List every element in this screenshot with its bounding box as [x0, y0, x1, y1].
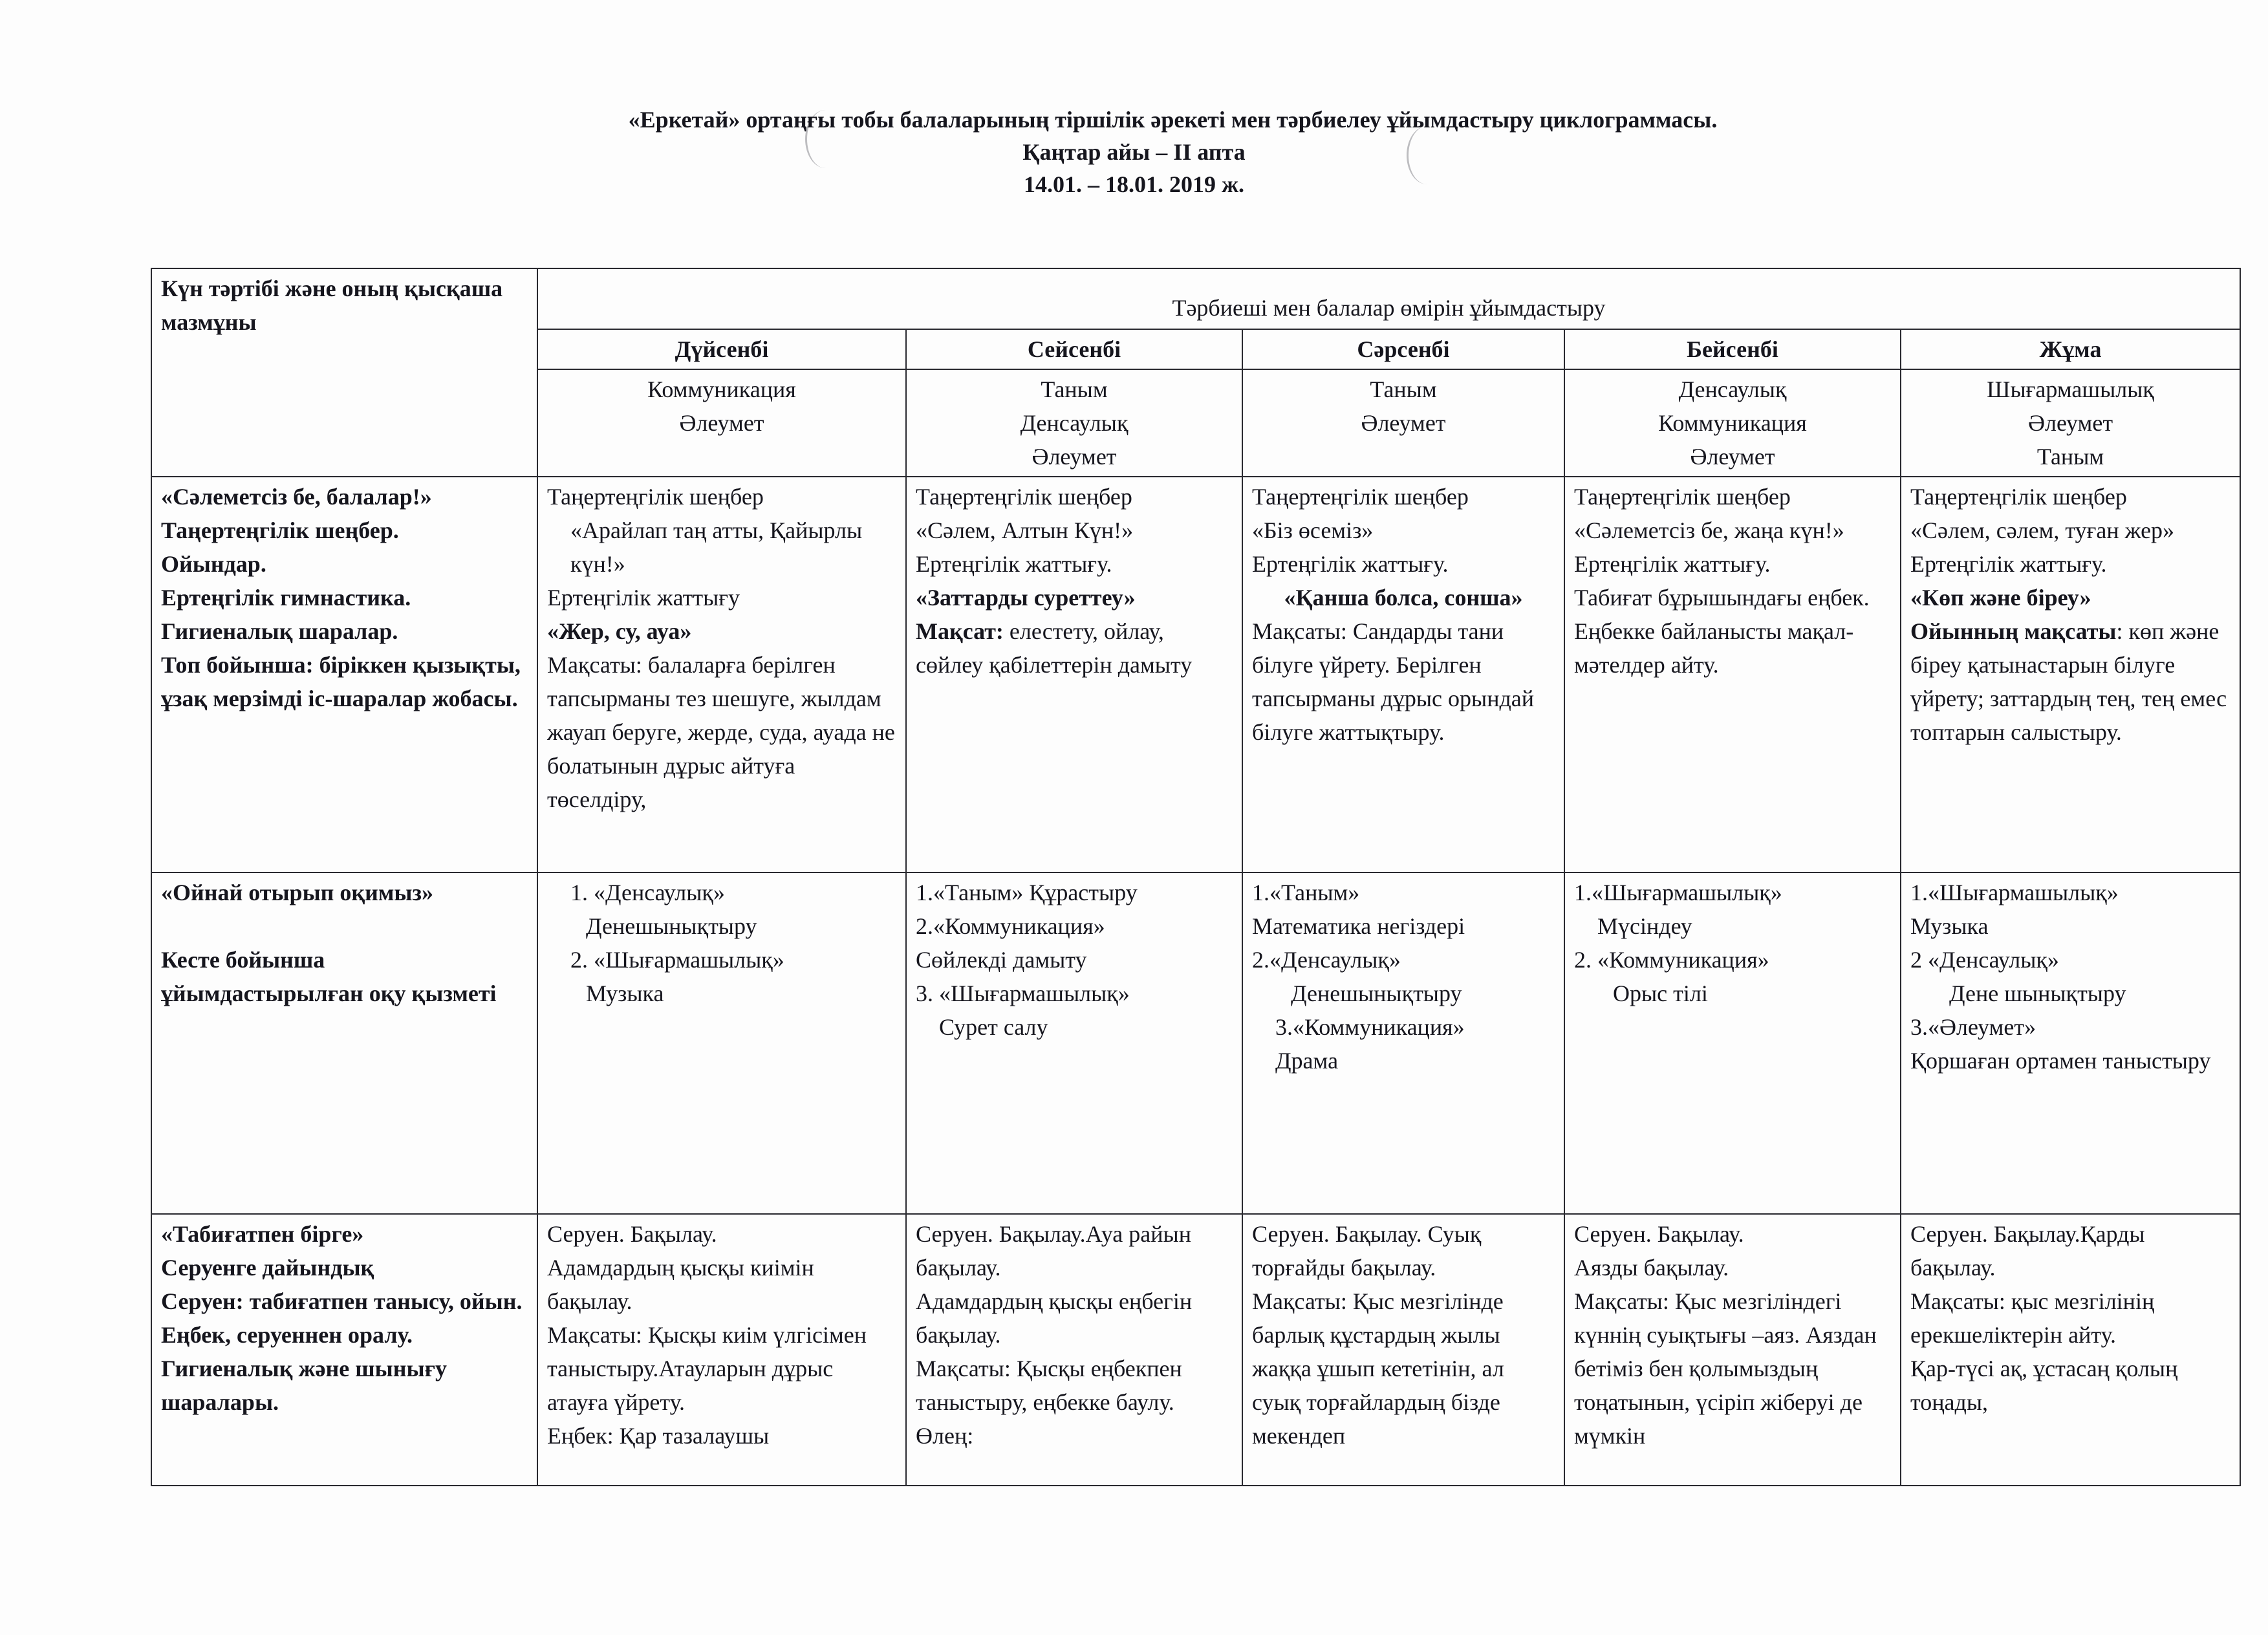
cell-line: «Сәлем, Алтын Күн!»	[916, 517, 1134, 543]
activity-title: «Қанша болса, сонша»	[1284, 585, 1523, 611]
cell-line: 2 «Денсаулық»	[1910, 947, 2059, 973]
area-label: Денсаулық	[1678, 376, 1787, 402]
row-head-line: Гигиеналық шаралар.	[161, 618, 398, 644]
goal-label: Мақсат:	[916, 618, 1004, 644]
table-row-lessons	[151, 872, 2240, 1214]
day-header-monday	[537, 329, 906, 369]
cell-line: Ертеңгілік жаттығу.	[916, 551, 1112, 577]
day-header-friday	[1901, 329, 2240, 369]
cell-walk-tuesday	[906, 1214, 1242, 1486]
table-row-morning	[151, 477, 2240, 872]
cell-line: Серуен. Бақылау. Суық торғайды бақылау.	[1252, 1221, 1482, 1281]
cell-line: 3.«Коммуникация»	[1275, 1014, 1465, 1040]
cell-line: 3.«Әлеумет»	[1910, 1014, 2036, 1040]
day-name: Жұма	[2039, 336, 2102, 362]
cell-line: Ертеңгілік жаттығу.	[1252, 551, 1449, 577]
span-header-cell	[537, 268, 2240, 329]
area-label: Таным	[1041, 376, 1108, 402]
corner-header-cell	[151, 268, 537, 477]
cell-line: Ертеңгілік жаттығу.	[1910, 551, 2107, 577]
activity-title: «Көп және біреу»	[1910, 585, 2091, 611]
cell-line: 2.«Денсаулық»	[1252, 947, 1401, 973]
area-label: Әлеумет	[1361, 410, 1446, 436]
cell-line: Музыка	[586, 980, 664, 1006]
cell-line: Таңертеңгілік шеңбер	[547, 484, 764, 510]
cell-walk-friday	[1901, 1214, 2240, 1486]
areas-cell-thursday	[1564, 369, 1901, 477]
table-header-row	[151, 268, 2240, 329]
cell-line: «Сәлеметсіз бе, жаңа күн!»	[1574, 517, 1844, 543]
cell-line: Таңертеңгілік шеңбер	[1574, 484, 1791, 510]
cell-line: Мақсаты: қыс мезгілінің ерекшеліктерін айту.	[1910, 1288, 2155, 1348]
cell-line: Математика негіздері	[1252, 913, 1465, 939]
cell-lessons-monday	[537, 872, 906, 1214]
cell-line: 2.«Коммуникация»	[916, 913, 1105, 939]
area-label: Таным	[2036, 444, 2104, 470]
cell-line: Ертеңгілік жаттығу	[547, 585, 740, 611]
cell-line: Адамдардың қысқы киімін бақылау.	[547, 1255, 814, 1314]
cell-line: 1.«Таным»	[1252, 880, 1360, 905]
area-label: Әлеумет	[2027, 410, 2113, 436]
cell-line: Сөйлекді дамыту	[916, 947, 1087, 973]
goal-label: Ойынның мақсаты	[1910, 618, 2117, 644]
row-head-line: Серуенге дайындық	[161, 1255, 374, 1281]
cell-lessons-friday	[1901, 872, 2240, 1214]
day-header-thursday	[1564, 329, 1901, 369]
cell-morning-thursday	[1564, 477, 1901, 872]
cell-morning-monday	[537, 477, 906, 872]
cell-line: Мақсаты: Қыс мезгілінде барлық құстардың жылы жаққа ұшып кететінін, ал суық торғайлардың бізде мекендеп	[1252, 1288, 1504, 1449]
corner-header-text: Күн тәртібі және оның қысқаша мазмұны	[161, 276, 503, 335]
cell-line: Серуен. Бақылау.Ауа райын бақылау.	[916, 1221, 1191, 1281]
cell-walk-thursday	[1564, 1214, 1901, 1486]
cell-line: Таңертеңгілік шеңбер	[1252, 484, 1469, 510]
cell-line: Аязды бақылау.	[1574, 1255, 1729, 1281]
day-name: Бейсенбі	[1687, 336, 1778, 362]
areas-cell-tuesday	[906, 369, 1242, 477]
areas-cell-wednesday	[1242, 369, 1564, 477]
document-subtitle-dates: 14.01. – 18.01. 2019 ж.	[1023, 171, 1245, 197]
cell-line: Адамдардың қысқы еңбегін бақылау.	[916, 1288, 1193, 1348]
cell-line: Қар-түсі ақ, ұстасаң қолың тоңады,	[1910, 1356, 2178, 1415]
row-head-line: «Табиғатпен бірге»	[161, 1221, 364, 1247]
cell-line: 1.«Шығармашылық»	[1910, 880, 2119, 905]
row-head-line: Ертеңгілік гимнастика.	[161, 585, 411, 611]
cell-line: 2. «Шығармашылық»	[570, 947, 784, 973]
day-name: Сәрсенбі	[1357, 336, 1450, 362]
cell-line: «Арайлап таң атты, Қайырлы күн!»	[570, 517, 863, 577]
cell-line: Серуен. Бақылау.	[547, 1221, 717, 1247]
areas-cell-friday	[1901, 369, 2240, 477]
area-label: Шығармашылық	[1987, 376, 2154, 402]
cell-line: Мүсіндеу	[1597, 913, 1692, 939]
activity-title: «Заттарды суреттеу»	[916, 585, 1136, 611]
cell-line: Серуен. Бақылау.Қарды бақылау.	[1910, 1221, 2145, 1281]
cell-line: Таңертеңгілік шеңбер	[916, 484, 1132, 510]
row-head-lessons	[151, 872, 537, 1214]
document-subtitle-period: Қаңтар айы – ІІ апта	[1022, 139, 1246, 165]
cell-line: Мақсаты: Қыс мезгіліндегі күннің суықтығы –аяз. Аяздан бетіміз бен қолымыздың тоңатынын, үсіріп жіберуі де мүмкін	[1574, 1288, 1877, 1449]
cell-line: Мақсаты: Қысқы киім үлгісімен таныстыру.Атауларын дұрыс атауға үйрету.	[547, 1322, 867, 1415]
document-title: «Еркетай» ортаңғы тобы балаларының тіршілік әрекеті мен тәрбиелеу ұйымдастыру циклограммасы.	[628, 107, 1718, 133]
area-label: Әлеумет	[679, 410, 764, 436]
area-label: Әлеумет	[1690, 444, 1775, 470]
cell-morning-tuesday	[906, 477, 1242, 872]
span-header-text: Тәрбиеші мен балалар өмірін ұйымдастыру	[1172, 295, 1606, 321]
row-head-line: «Сәлеметсіз бе, балалар!»	[161, 484, 432, 510]
area-label: Коммуникация	[647, 376, 796, 402]
cell-line: Дене шынықтыру	[1949, 980, 2126, 1006]
cell-line: Таңертеңгілік шеңбер	[1910, 484, 2127, 510]
cell-line: Еңбекке байланысты мақал-мәтелдер айту.	[1574, 618, 1854, 678]
cell-line: «Сәлем, сәлем, туған жер»	[1910, 517, 2175, 543]
day-header-tuesday	[906, 329, 1242, 369]
cyclogram-table	[151, 268, 2241, 1486]
document-header	[0, 103, 2268, 200]
cell-line: 1.«Таным» Құрастыру	[916, 880, 1138, 905]
cell-lessons-thursday	[1564, 872, 1901, 1214]
cell-line: 1. «Денсаулық»	[570, 880, 725, 905]
area-label: Коммуникация	[1658, 410, 1807, 436]
day-name: Сейсенбі	[1027, 336, 1121, 362]
cell-line: Денешынықтыру	[1291, 980, 1462, 1006]
areas-cell-monday	[537, 369, 906, 477]
cell-line: 2. «Коммуникация»	[1574, 947, 1769, 973]
cell-line: Ертеңгілік жаттығу.	[1574, 551, 1771, 577]
cell-lessons-tuesday	[906, 872, 1242, 1214]
day-header-wednesday	[1242, 329, 1564, 369]
cell-line: Мақсаты: балаларға берілген тапсырманы тез шешуге, жылдам жауап беруге, жерде, суда, ауада не болатынын дұрыс айтуға төселдіру,	[547, 652, 895, 812]
cell-line: Денешынықтыру	[586, 913, 757, 939]
cell-line: : көп және біреу қатынастарын білуге үйрету; заттардың тең, тең емес топтарын салыстыру.	[1910, 618, 2227, 745]
cell-line: елестету, ойлау, сөйлеу қабілеттерін дамыту	[916, 618, 1193, 678]
cell-line: Мақсаты: Қысқы еңбекпен таныстыру, еңбекке баулу.	[916, 1356, 1182, 1415]
cell-line: Еңбек: Қар тазалаушы	[547, 1423, 770, 1449]
row-head-line: Ойындар.	[161, 551, 266, 577]
cell-lessons-wednesday	[1242, 872, 1564, 1214]
table-row-walk	[151, 1214, 2240, 1486]
activity-title: «Жер, су, ауа»	[547, 618, 692, 644]
cell-line: Табиғат бұрышындағы еңбек.	[1574, 585, 1870, 611]
row-head-line: Серуен: табиғатпен танысу, ойын.	[161, 1288, 523, 1314]
cell-line: Мақсаты: Сандарды тани білуге үйрету. Берілген тапсырманы дұрыс орындай білуге жаттықтыру.	[1252, 618, 1535, 745]
cell-line: 3. «Шығармашылық»	[916, 980, 1130, 1006]
cell-walk-monday	[537, 1214, 906, 1486]
cell-line: 1.«Шығармашылық»	[1574, 880, 1782, 905]
row-head-line: Кесте бойынша ұйымдастырылған оқу қызметі	[161, 947, 497, 1006]
row-head-morning	[151, 477, 537, 872]
area-label: Әлеумет	[1031, 444, 1117, 470]
row-head-line: Топ бойынша: біріккен қызықты, ұзақ мерзімді іс-шаралар жобасы.	[161, 652, 521, 711]
day-name: Дүйсенбі	[675, 336, 769, 362]
row-head-walk	[151, 1214, 537, 1486]
row-head-line: Гигиеналық және шынығу шаралары.	[161, 1356, 447, 1415]
area-label: Таным	[1370, 376, 1437, 402]
cell-walk-wednesday	[1242, 1214, 1564, 1486]
cell-line: Драма	[1275, 1048, 1339, 1074]
area-label: Денсаулық	[1020, 410, 1129, 436]
row-head-line: Таңертеңгілік шеңбер.	[161, 517, 399, 543]
cell-morning-wednesday	[1242, 477, 1564, 872]
row-head-line: Еңбек, серуеннен оралу.	[161, 1322, 413, 1348]
cell-line: Серуен. Бақылау.	[1574, 1221, 1744, 1247]
cell-line: Сурет салу	[939, 1014, 1048, 1040]
row-head-line: «Ойнай отырып оқимыз»	[161, 880, 433, 905]
cell-line: «Біз өсеміз»	[1252, 517, 1374, 543]
cell-line: Музыка	[1910, 913, 1989, 939]
cell-morning-friday	[1901, 477, 2240, 872]
cell-line: Өлең:	[916, 1423, 974, 1449]
cell-line: Орыс тілі	[1613, 980, 1708, 1006]
cell-line: Қоршаған ортамен таныстыру	[1910, 1048, 2211, 1074]
